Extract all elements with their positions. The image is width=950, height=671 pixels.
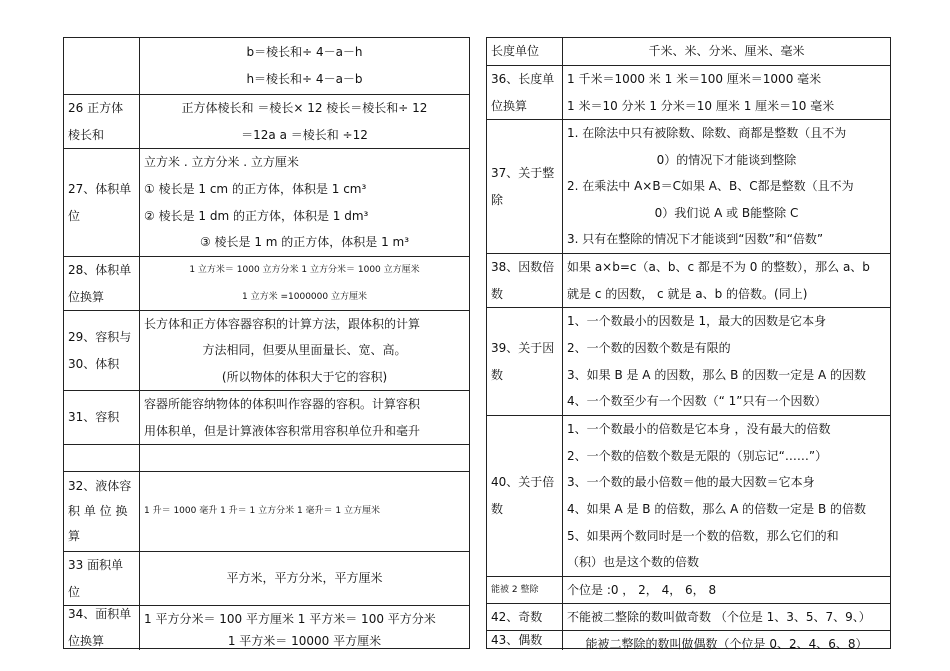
content-line: 1 升＝ 1000 毫升 1 升＝ 1 立方分米 1 毫升＝ 1 立方厘米 (144, 506, 381, 516)
table-row (64, 148, 469, 256)
content-line: 1、一个数最小的倍数是它本身 ，没有最大的倍数 (567, 421, 831, 436)
content-line: （积）也是这个数的倍数 (567, 555, 700, 570)
row-content (563, 308, 890, 415)
content-line: ③ 棱长是 1 m 的正方体，体积是 1 m³ (199, 235, 410, 250)
table-row (487, 307, 890, 415)
content-line: 千米、米、分米、厘米、毫米 (648, 44, 805, 58)
row-content (140, 311, 469, 390)
row-label (487, 416, 563, 576)
content-line: 1 米＝10 分米 1 分米＝10 厘米 1 厘米＝10 毫米 (567, 98, 835, 113)
content-line: (所以物体的体积大于它的容积) (221, 369, 388, 384)
row-label (64, 445, 140, 471)
content-line: ① 棱长是 1 cm 的正方体，体积是 1 cm³ (144, 181, 367, 196)
row-label-line: 28、体积单 (68, 262, 132, 277)
row-content (140, 149, 469, 256)
row-label-line: 27、体积单 (68, 181, 132, 196)
content-line: 1. 在除法中只有被除数、除数、商都是整数（且不为 (567, 126, 847, 141)
content-line: 容器所能容纳物体的体积叫作容器的容积。计算容积 (144, 397, 421, 411)
row-label-line: 26 正方体 (68, 100, 124, 115)
content-line: 1 平方米＝ 10000 平方厘米 (227, 634, 382, 648)
row-content (563, 631, 890, 650)
row-label (64, 391, 140, 444)
content-line: 0）的情况下才能谈到整除 (656, 152, 797, 167)
row-content (563, 254, 890, 307)
content-line: 平方米，平方分米，平方厘米 (226, 571, 383, 585)
content-line: 方法相同，但要从里面量长、宽、高。 (202, 343, 407, 358)
content-line: 3、一个数的最小倍数＝他的最大因数＝它本身 (567, 475, 815, 490)
row-label-line: 32、液体容 (68, 479, 132, 493)
content-line: 能被二整除的数叫做偶数（个位是 0、2、4、6、8） (585, 637, 868, 650)
content-line: 用体积单，但是计算液体容积常用容积单位升和毫升 (144, 423, 421, 438)
row-label-line: 33 面积单 (68, 557, 124, 572)
row-label-line: 位换算 (68, 634, 105, 648)
table-row (487, 603, 890, 630)
table-row (64, 94, 469, 148)
content-line: 个位是 :0 ， 2， 4， 6， 8 (567, 583, 717, 597)
row-label-line: 长度单位 (491, 44, 540, 58)
row-label (487, 604, 563, 630)
content-line: b＝棱长和÷ 4－a－h (246, 45, 363, 59)
row-label-line: 37、关于整 (491, 165, 555, 180)
content-line: 4、一个数至少有一个因数（“ 1”只有一个因数） (567, 394, 827, 409)
table-row (487, 65, 890, 119)
table-row (64, 605, 469, 650)
row-label-line: 34、面积单 (68, 607, 132, 621)
row-label-line: 42、奇数 (491, 609, 543, 624)
left-table (63, 37, 470, 649)
row-label-line: 数 (491, 286, 504, 301)
row-label (487, 308, 563, 415)
row-label-line: 38、因数倍 (491, 259, 555, 274)
row-label-line: 除 (491, 192, 504, 207)
content-line: 1 平方分米＝ 100 平方厘米 1 平方米＝ 100 平方分米 (144, 612, 436, 626)
row-label (487, 577, 563, 603)
content-line: 如果 a×b=c（a、b、c 都是不为 0 的整数），那么 a、b (567, 260, 870, 274)
row-label (487, 631, 563, 650)
row-label-line: 29、容积与 (68, 329, 132, 344)
table-row (64, 471, 469, 551)
content-line: 长方体和正方体容器容积的计算方法，跟体积的计算 (144, 317, 421, 331)
content-line: 5、如果两个数同时是一个数的倍数，那么它们的和 (567, 528, 839, 543)
row-content (563, 416, 890, 576)
row-label-line: 31、容积 (68, 410, 120, 424)
table-row (487, 576, 890, 603)
content-line: 1 立方米＝ 1000 立方分米 1 立方分米＝ 1000 立方厘米 (189, 265, 420, 275)
row-label-line: 棱长和 (68, 127, 105, 142)
table-row (64, 310, 469, 390)
table-row (64, 256, 469, 310)
row-label (487, 254, 563, 307)
table-row (64, 38, 469, 94)
row-content (140, 38, 469, 94)
content-line: 3、如果 B 是 A 的因数，那么 B 的因数一定是 A 的因数 (567, 367, 867, 382)
table-row (487, 415, 890, 576)
row-label-line: 算 (68, 529, 81, 543)
content-line: ＝12a a ＝棱长和 ÷12 (241, 127, 368, 142)
content-line: h＝棱长和÷ 4－a－b (246, 72, 363, 86)
content-line: 正方体棱长和 ＝棱长× 12 棱长＝棱长和÷ 12 (181, 101, 428, 115)
content-line: 不能被二整除的数叫做奇数 （个位是 1、3、5、7、9、） (567, 610, 871, 624)
content-line: 1、一个数最小的因数是 1，最大的因数是它本身 (567, 314, 827, 328)
content-line: 1 立方米 =1000000 立方厘米 (242, 291, 367, 302)
content-line: 0）我们说 A 或 B能整除 C (654, 205, 799, 220)
row-label (64, 552, 140, 605)
row-label (64, 472, 140, 551)
row-content (563, 120, 890, 253)
row-content (140, 95, 469, 148)
row-label (64, 257, 140, 310)
row-label (64, 606, 140, 650)
row-label-line: 位 (68, 584, 81, 599)
content-line: ② 棱长是 1 dm 的正方体，体积是 1 dm³ (144, 208, 369, 223)
row-content (140, 472, 469, 551)
right-table (486, 37, 891, 649)
content-line: 1 千米＝1000 米 1 米＝100 厘米＝1000 毫米 (567, 72, 822, 86)
row-label (487, 66, 563, 119)
row-label-line: 36、长度单 (491, 71, 555, 86)
row-label-line: 位 (68, 208, 81, 223)
row-content (140, 606, 469, 650)
table-row (487, 119, 890, 253)
row-label (64, 38, 140, 94)
content-line: 3. 只有在整除的情况下才能谈到“因数”和“倍数” (567, 232, 824, 247)
row-content (140, 552, 469, 605)
table-row (64, 390, 469, 444)
row-content (140, 445, 469, 471)
row-content (563, 577, 890, 603)
row-label (64, 95, 140, 148)
row-label (64, 311, 140, 390)
row-content (140, 257, 469, 310)
content-line: 4、如果 A 是 B 的倍数，那么 A 的倍数一定是 B 的倍数 (567, 502, 867, 516)
content-line: 就是 c 的因数， c 就是 a、b 的倍数。(同上) (567, 286, 808, 301)
row-label-line: 43、偶数 (491, 633, 543, 647)
table-row (64, 551, 469, 605)
table-row (487, 38, 890, 65)
row-label (487, 120, 563, 253)
row-label-line: 位换算 (491, 98, 528, 113)
content-line: 立方米 . 立方分米 . 立方厘米 (144, 155, 299, 169)
row-content (140, 391, 469, 444)
table-row (64, 444, 469, 471)
row-label-line: 位换算 (68, 289, 105, 304)
row-content (563, 38, 890, 65)
row-label-line: 积 单 位 换 (68, 504, 128, 518)
table-row (487, 630, 890, 650)
row-label-line: 数 (491, 367, 504, 382)
content-line: 2、一个数的倍数个数是无限的（别忘记“……”） (567, 448, 828, 463)
table-row (487, 253, 890, 307)
row-label (487, 38, 563, 65)
row-label (64, 149, 140, 256)
row-label-line: 40、关于倍 (491, 475, 555, 489)
row-content (563, 66, 890, 119)
row-label-line: 能被 2 整除 (491, 584, 539, 595)
row-label-line: 30、体积 (68, 356, 120, 371)
content-line: 2、一个数的因数个数是有限的 (567, 340, 731, 355)
row-label-line: 数 (491, 502, 504, 516)
content-line: 2. 在乘法中 A×B＝C如果 A、B、C都是整数（且不为 (567, 179, 854, 194)
row-label-line: 39、关于因 (491, 340, 555, 355)
row-content (563, 604, 890, 630)
